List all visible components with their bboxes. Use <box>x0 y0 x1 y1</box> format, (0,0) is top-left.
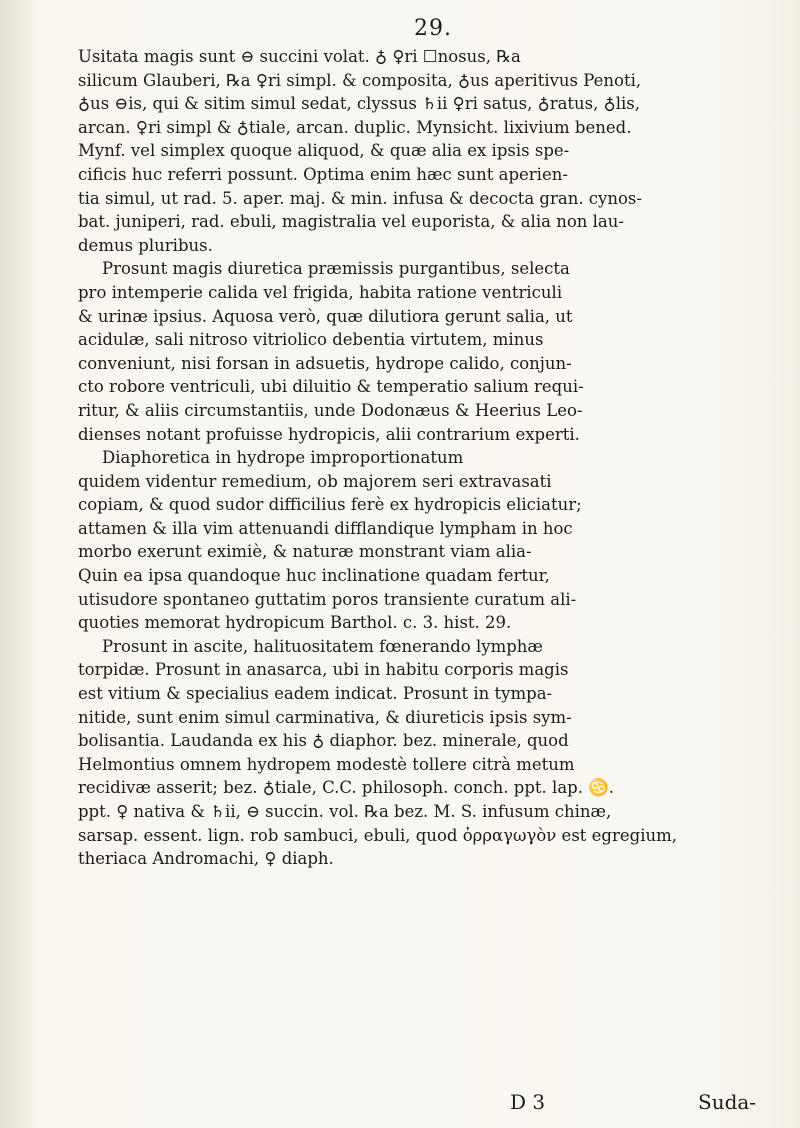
text-line: morbo exerunt eximiè, & naturæ monstrant viam alia- <box>78 542 532 562</box>
text-line: Quin ea ipsa quandoque huc inclinatione quadam fertur, <box>78 566 550 586</box>
text-line: cificis huc referri possunt. Optima enim hæc sunt aperien- <box>78 164 568 184</box>
text-line: bat. juniperi, rad. ebuli, magistralia vel euporista, & alia non lau- <box>78 212 624 232</box>
page-gutter <box>0 0 36 1128</box>
body-text <box>78 45 752 871</box>
text-line: theriaca Andromachi, ♀ diaph. <box>78 849 334 869</box>
text-line: dienses notant profuisse hydropicis, alii contrarium experti. <box>78 424 580 444</box>
text-line: recidivæ asserit; bez. ♁tiale, C.C. philosoph. conch. ppt. lap. ♋. <box>78 778 614 798</box>
text-line: pro intemperie calida vel frigida, habita ratione ventriculi <box>78 282 563 302</box>
text-line: ppt. ♀ nativa & ♄ii, ⊖ succin. vol. ℞a bez. M. S. infusum chinæ, <box>78 802 612 821</box>
catchword: Suda- <box>698 1090 757 1114</box>
text-line: attamen & illa vim attenuandi difflandique lympham in hoc <box>78 518 573 538</box>
text-line: bolisantia. Laudanda ex his ♁ diaphor. bez. minerale, quod <box>78 731 569 751</box>
text-line: Usitata magis sunt ⊖ succini volat. ♁ ♀ri ☐nosus, ℞a <box>78 47 521 66</box>
page-number: 29. <box>414 16 452 41</box>
text-line: Helmontius omnem hydropem modestè tollere citrà metum <box>78 754 575 774</box>
signature-mark: D 3 <box>510 1090 546 1114</box>
text-line: tia simul, ut rad. 5. aper. maj. & min. infusa & decocta gran. cynos- <box>78 188 642 208</box>
text-line: sarsap. essent. lign. rob sambuci, ebuli, quod ὀρραγωγὸν est egregium, <box>78 825 678 845</box>
text-line: quidem videntur remedium, ob majorem seri extravasati <box>78 471 552 491</box>
paragraph-start-line: Prosunt in ascite, halituositatem fœnerando lymphæ <box>102 636 543 656</box>
text-line: Mynf. vel simplex quoque aliquod, & quæ alia ex ipsis spe- <box>78 141 570 161</box>
text-line: quoties memorat hydropicum Barthol. c. 3. hist. 29. <box>78 613 512 633</box>
text-line: torpidæ. Prosunt in anasarca, ubi in habitu corporis magis <box>78 660 569 680</box>
text-line: est vitium & specialius eadem indicat. Prosunt in tympa- <box>78 684 553 704</box>
text-line: arcan. ♀ri simpl & ♁tiale, arcan. duplic. Mynsicht. lixivium bened. <box>78 117 632 137</box>
text-line: conveniunt, nisi forsan in adsuetis, hydrope calido, conjun- <box>78 353 572 373</box>
text-line: acidulæ, sali nitroso vitriolico debentia virtutem, minus <box>78 330 544 350</box>
text-line: silicum Glauberi, ℞a ♀ri simpl. & composita, ♁us aperitivus Penoti, <box>78 70 642 90</box>
paragraph-start-line: Prosunt magis diuretica præmissis purgantibus, selecta <box>102 259 570 279</box>
text-line: nitide, sunt enim simul carminativa, & diureticis ipsis sym- <box>78 707 572 727</box>
text-line: utisudore spontaneo guttatim poros transiente curatum ali- <box>78 589 577 609</box>
text-line: ♁us ⊖is, qui & sitim simul sedat, clyssus ♄ii ♀ri satus, ♁ratus, ♁lis, <box>78 94 640 114</box>
text-line: cto robore ventriculi, ubi diluitio & temperatio salium requi- <box>78 377 584 397</box>
text-line: ritur, & aliis circumstantiis, unde Dodonæus & Heerius Leo- <box>78 400 583 420</box>
paragraph-start-line: Diaphoretica in hydrope improportionatum <box>102 448 464 468</box>
text-line: & urinæ ipsius. Aquosa verò, quæ dilutiora gerunt salia, ut <box>78 306 573 326</box>
text-line: copiam, & quod sudor difficilius ferè ex hydropicis eliciatur; <box>78 495 582 515</box>
text-line: demus pluribus. <box>78 235 213 255</box>
